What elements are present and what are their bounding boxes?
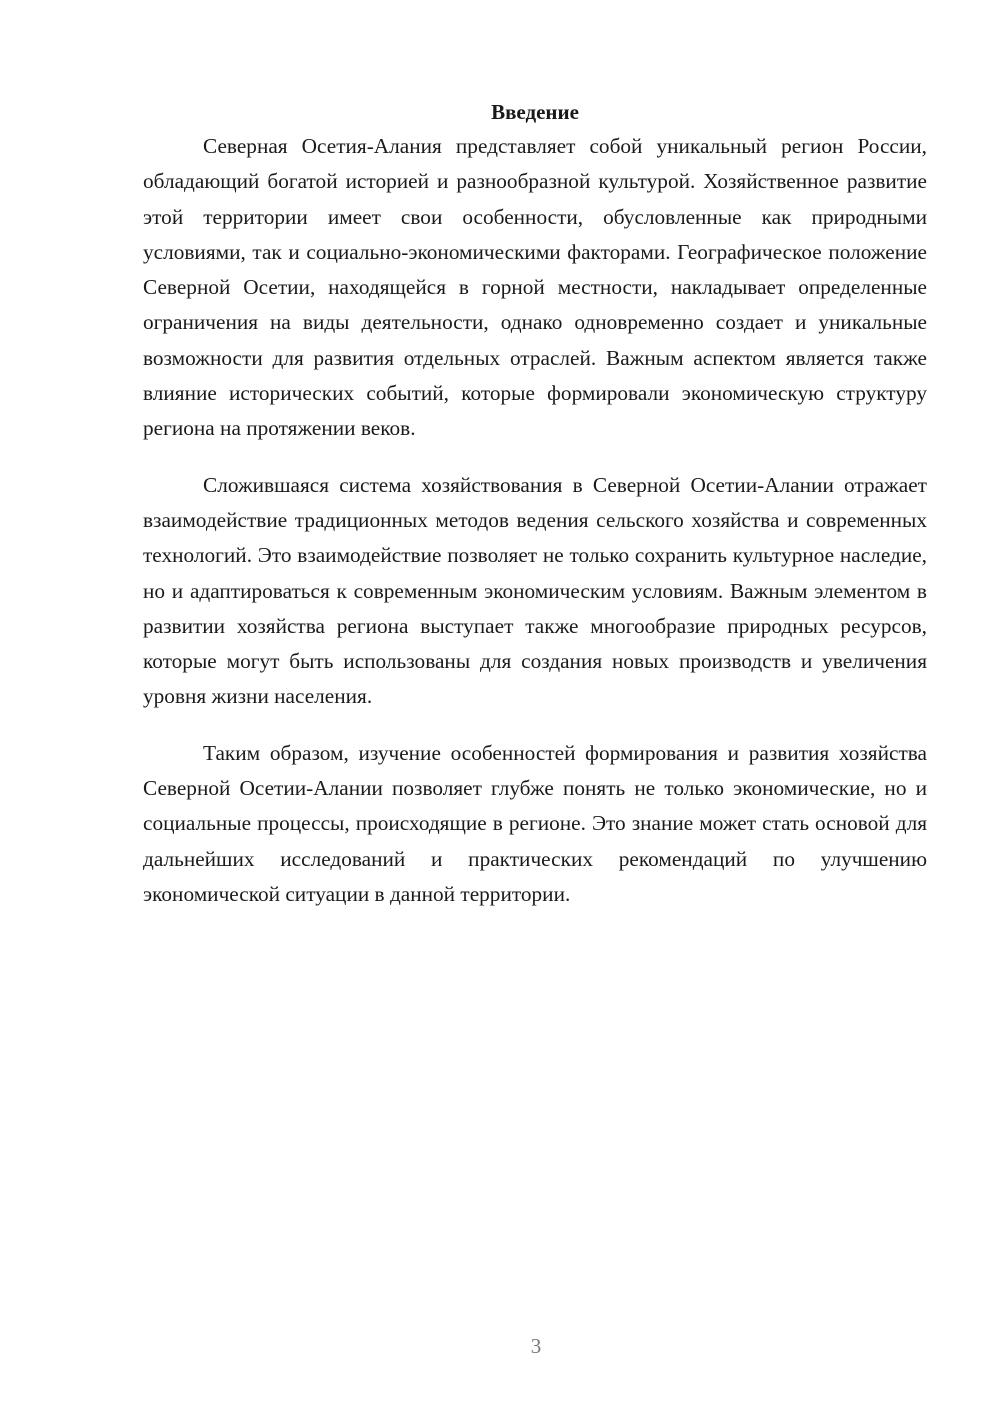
paragraph-2: Сложившаяся система хозяйствования в Северной Осетии-Алании отражает взаимодействие традиционных методов ведения сельского хозяйства и современных технологий. Это взаимодействие позволяет не только сохранить культурное наследие, но и адаптироваться к современным экономическим условиям. Важным элементом в развитии хозяйства региона выступает также многообразие природных ресурсов, которые могут быть использованы для создания новых производств и увеличения уровня жизни населения.: [143, 472, 927, 709]
paragraph-3: Таким образом, изучение особенностей формирования и развития хозяйства Северной Осетии-Алании позволяет глубже понять не только экономические, но и социальные процессы, происходящие в регионе. Это знание может стать основой для дальнейших исследований и практических рекомендаций по улучшению экономической ситуации в данной территории.: [143, 740, 927, 906]
section-heading: Введение: [491, 100, 579, 124]
paragraph-1: Северная Осетия-Алания представляет собой уникальный регион России, обладающий богатой историей и разнообразной культурой. Хозяйственное развитие этой территории имеет свои особенности, обусловленные как природными условиями, так и социально-экономическими факторами. Географическое положение Северной Осетии, находящейся в горной местности, накладывает определенные ограничения на виды деятельности, однако одновременно создает и уникальные возможности для развития отдельных отраслей. Важным аспектом является также влияние исторических событий, которые формировали экономическую структуру региона на протяжении веков.: [143, 134, 927, 441]
page-content: [143, 96, 927, 933]
page-number: 3: [530, 1334, 542, 1358]
